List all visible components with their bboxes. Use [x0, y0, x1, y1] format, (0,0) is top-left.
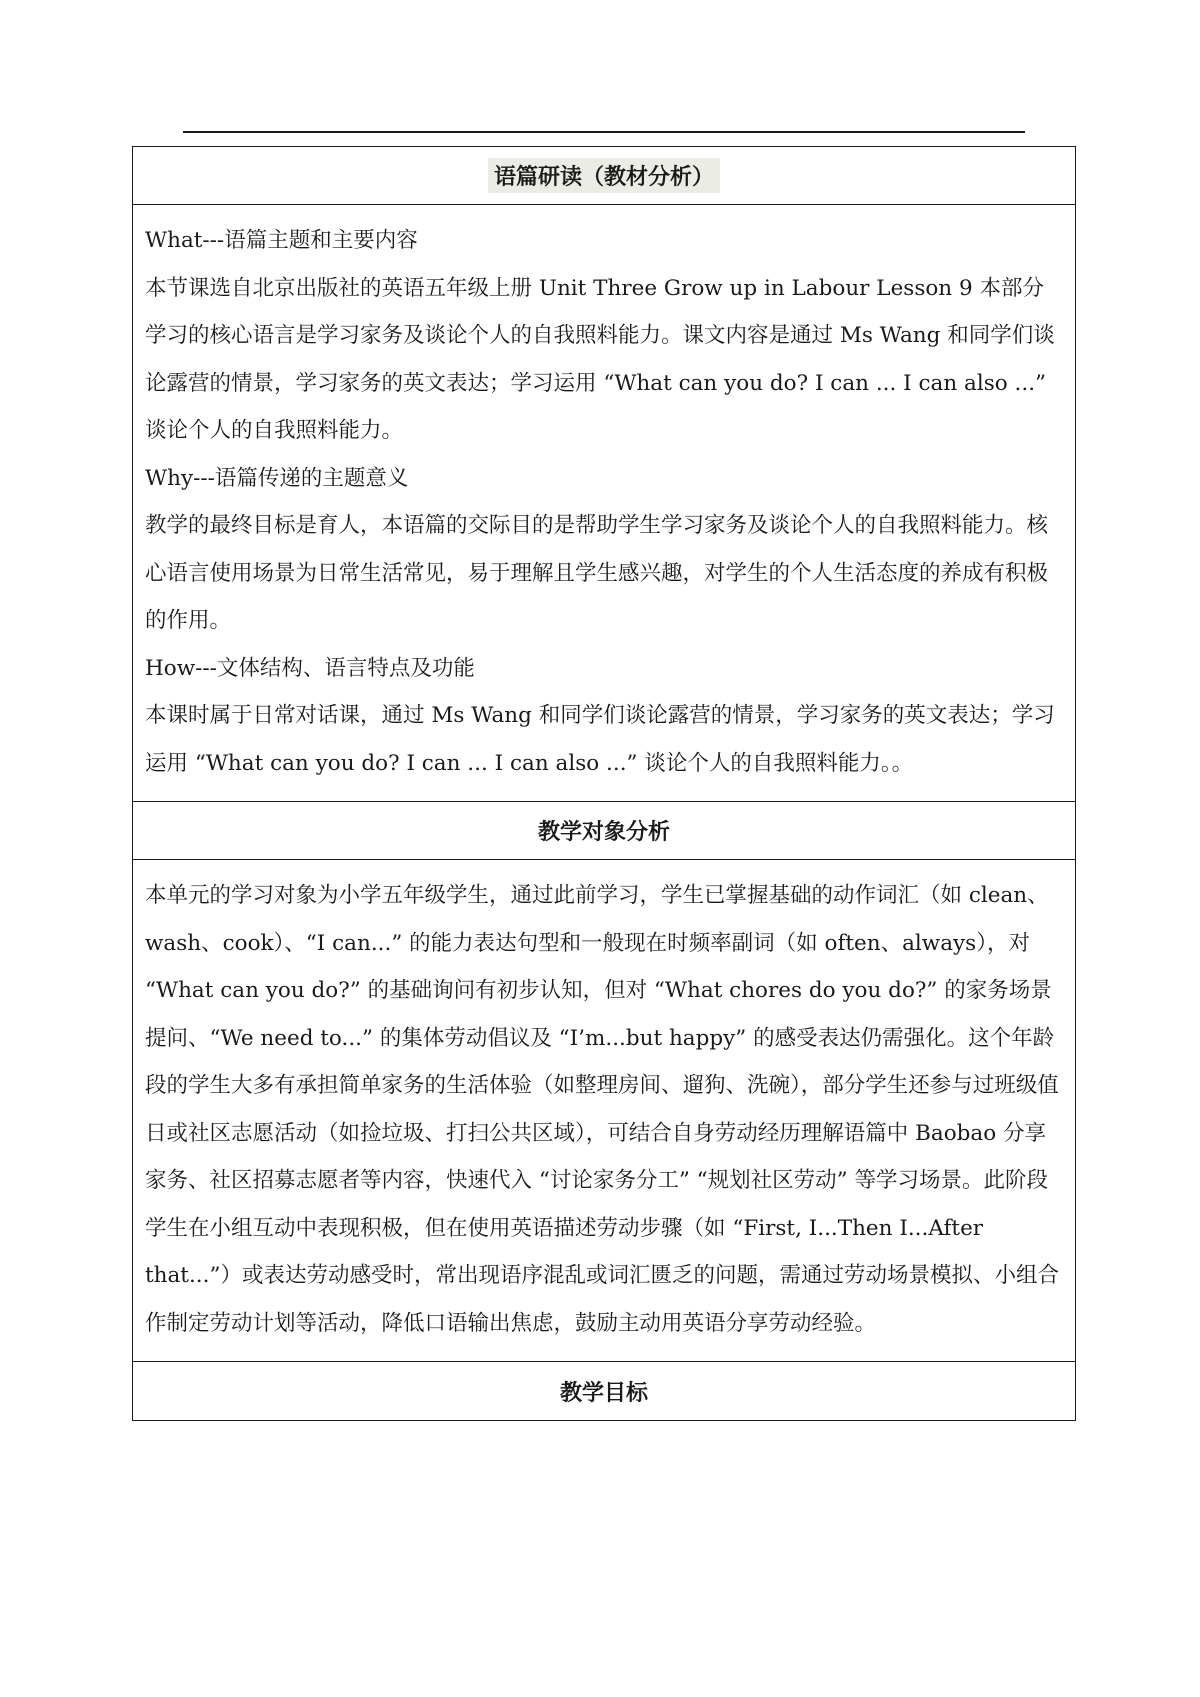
- what-subheading: What---语篇主题和主要内容: [145, 228, 418, 253]
- text-analysis-body: [133, 205, 1075, 802]
- section-heading-teaching-goals: [133, 1362, 1075, 1420]
- why-paragraph: 教学的最终目标是育人，本语篇的交际目的是帮助学生学习家务及谈论个人的自我照料能力。核心语言使用场景为日常生活常见，易于理解且学生感兴趣，对学生的个人生活态度的养成有积极的作用。: [145, 513, 1049, 633]
- top-rule: [183, 131, 1025, 133]
- section-heading-text: 教学目标: [559, 1380, 648, 1406]
- section-heading-learner-analysis: [133, 802, 1075, 860]
- lesson-plan-table: [132, 146, 1076, 1421]
- section-heading-text: 教学对象分析: [537, 820, 670, 845]
- how-subheading: How---文体结构、语言特点及功能: [145, 655, 475, 681]
- learner-paragraph: 本单元的学习对象为小学五年级学生，通过此前学习，学生已掌握基础的动作词汇（如 clean、wash、cook）、“I can...” 的能力表达句型和一般现在时频率副词（如 often、always），对 “What can you do?” 的基础询问有初步认知，但对 “What chores do you do?” 的家务场景提问、“We need to...” 的集体劳动倡议及 “I’m...but happy” 的感受表达仍需强化。这个年龄段的学生大多有承担简单家务的生活体验（如整理房间、遛狗、洗碗），部分学生还参与过班级值日或社区志愿活动（如捡垃圾、打扫公共区域），可结合自身劳动经历理解语篇中 Baobao 分享家务、社区招募志愿者等内容，快速代入 “讨论家务分工” “规划社区劳动” 等学习场景。此阶段学生在小组互动中表现积极，但在使用英语描述劳动步骤（如 “First, I...Then I...After that...”）或表达劳动感受时，常出现语序混乱或词汇匮乏的问题，需通过劳动场景模拟、小组合作制定劳动计划等活动，降低口语输出焦虑，鼓励主动用英语分享劳动经验。: [145, 883, 1059, 1336]
- learner-analysis-body: [133, 860, 1075, 1362]
- why-subheading: Why---语篇传递的主题意义: [145, 465, 409, 491]
- section-heading-text: 语篇研读（教材分析）: [488, 158, 720, 193]
- what-paragraph: 本节课选自北京出版社的英语五年级上册 Unit Three Grow up in Labour Lesson 9 本部分学习的核心语言是学习家务及谈论个人的自我照料能力。课文内容是通过 Ms Wang 和同学们谈论露营的情景，学习家务的英文表达；学习运用 “What can you do? I can ... I can also ...” 谈论个人的自我照料能力。: [145, 275, 1055, 443]
- section-heading-text-analysis: [133, 147, 1075, 205]
- how-paragraph: 本课时属于日常对话课，通过 Ms Wang 和同学们谈论露营的情景，学习家务的英文表达；学习运用 “What can you do? I can ... I can also ...” 谈论个人的自我照料能力。。: [145, 703, 1055, 776]
